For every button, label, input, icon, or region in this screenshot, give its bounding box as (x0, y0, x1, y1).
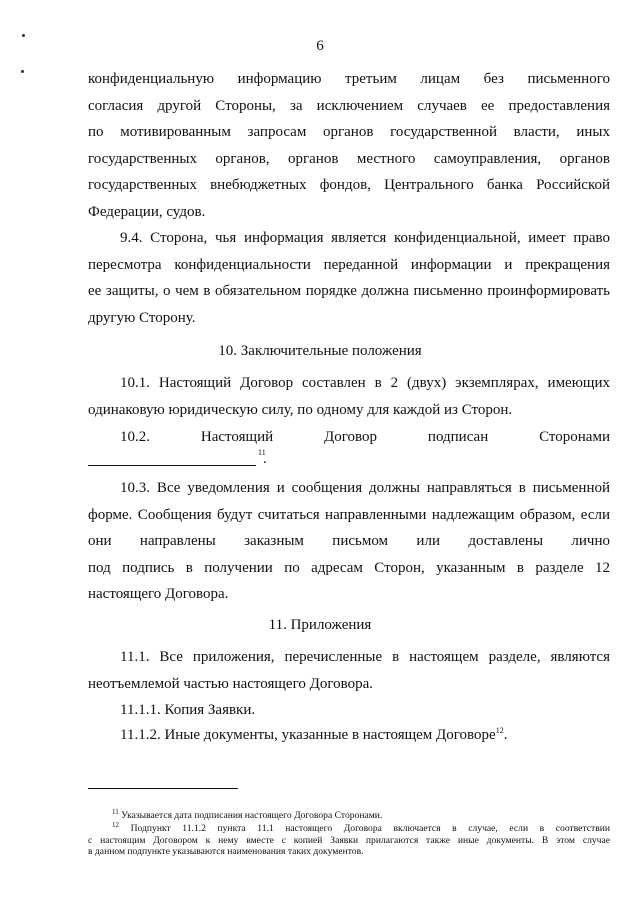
paragraph-9-4 (88, 225, 610, 331)
section-10-heading: 10. Заключительные положения (218, 343, 422, 359)
footnote-line: с настоящим Договором к нему вместе с копией Заявки прилагаются также иные документы. В этом случае (88, 834, 610, 846)
text-line: форме. Сообщения будут считаться направленными надлежащим образом, если (88, 506, 610, 523)
sentence-period: . (503, 727, 508, 743)
text-line: Федерации, судов. (88, 203, 206, 220)
text-line: государственных органов, органов местного самоуправления, органов (88, 150, 610, 167)
footnote-mark: 11 (112, 807, 119, 816)
text-line: неотъемлемой частью настоящего Договора. (88, 675, 374, 692)
text-line: по мотивированным запросам органов государственной власти, иных (88, 124, 610, 141)
text-line: под подпись в получении по адресам Сторон, указанным в разделе 12 (88, 559, 610, 576)
text-line: согласия другой Стороны, за исключением случаев ее предоставления (88, 97, 610, 114)
footnote-line: в данном подпункте указываются наименования таких документов. (88, 846, 364, 857)
footnote-separator (88, 788, 238, 789)
footnote-11 (88, 807, 634, 822)
paragraph-10-2 (88, 424, 610, 451)
scan-speck (21, 70, 24, 73)
paragraph-10-1 (88, 370, 610, 423)
text-line: пересмотра конфиденциальности переданной информации и прекращения (88, 256, 610, 273)
text-line: настоящего Договора. (88, 586, 229, 603)
sentence-period: . (263, 451, 267, 467)
footnote-ref-12: 12 (495, 726, 504, 735)
page-number: 6 (316, 38, 324, 54)
text-line: 9.4. Сторона, чья информация является конфиденциальной, имеет право (120, 230, 610, 246)
text-line: 10.1. Настоящий Договор составлен в 2 (двух) экземплярах, имеющих (120, 375, 610, 391)
text-line: другую Сторону. (88, 309, 196, 326)
footnote-text: Указывается дата подписания настоящего Договора Сторонами. (121, 810, 383, 821)
footnote-12 (88, 820, 610, 858)
footnote-mark: 12 (112, 820, 119, 829)
footnote-line (88, 820, 610, 835)
scan-speck (22, 34, 25, 37)
text-line: одинаковую юридическую силу, по одному для каждой из Сторон. (88, 401, 513, 418)
text-line: они направлены заказным письмом или доставлены лично (88, 533, 610, 550)
footnote-text: Подпункт 11.1.2 пункта 11.1 настоящего Договора включается в случае, если в соответствии (130, 823, 610, 834)
text-line: 10.2. Настоящий Договор подписан Сторонами (120, 429, 610, 445)
paragraph-11-1 (88, 644, 610, 697)
paragraph-11-1-1: 11.1.1. Копия Заявки. (120, 702, 256, 718)
text-line: государственных внебюджетных фондов, Центрального банка Российской (88, 177, 610, 194)
text-line: ее защиты, о чем в обязательном порядке должна письменно проинформировать (88, 283, 610, 300)
paragraph-11-1-2 (88, 722, 610, 749)
footnote-ref-11: 11 (258, 448, 266, 457)
paragraph-continuation (88, 66, 610, 226)
text-line: 11.1.2. Иные документы, указанные в настоящем Договоре (120, 727, 496, 743)
paragraph-10-3 (88, 475, 610, 608)
text-line: 10.3. Все уведомления и сообщения должны направляться в письменной (120, 480, 610, 496)
signature-date-blank (88, 465, 256, 466)
text-line: конфиденциальную информацию третьим лицам без письменного (88, 71, 610, 87)
section-11-heading: 11. Приложения (268, 617, 372, 633)
text-line: 11.1. Все приложения, перечисленные в настоящем разделе, являются (120, 649, 610, 665)
